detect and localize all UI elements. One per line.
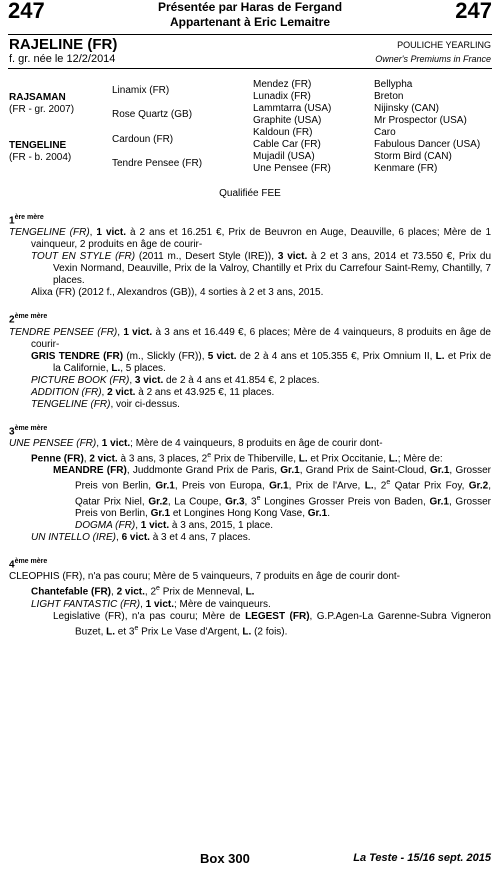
title-rule	[8, 68, 492, 69]
pedigree-g2: Tendre Pensee (FR)	[112, 158, 203, 169]
presented-by: Présentée par Haras de Fergand	[157, 0, 343, 14]
lot-number-left: 247	[8, 0, 45, 23]
pedigree-g3: Lammtarra (USA)	[253, 103, 332, 114]
mother-1-heading: $1^{ère mère}$	[9, 214, 44, 227]
family-entry: LIGHT FANTASTIC (FR), 1 vict.; Mère de vainqueurs.	[31, 598, 271, 610]
maternal-family	[9, 200, 491, 638]
pedigree-g3: Lunadix (FR)	[253, 91, 311, 102]
premium-scheme: Owner's Premiums in France	[375, 54, 491, 64]
family-entry: PICTURE BOOK (FR), 3 vict. de 2 à 4 ans et 41.854 €, 2 places.	[31, 374, 320, 386]
family-entry: TENGELINE (FR), 1 vict. à 2 ans et 16.251 €, Prix de Beuvron en Auge, Deauville, 6 places; Mère de 1 vainqueur, 2 produits en âge de courir-	[9, 227, 492, 251]
dam-info: (FR - b. 2004)	[9, 152, 72, 163]
horse-birth: f. gr. née le 12/2/2014	[9, 53, 116, 65]
family-entry: Penne (FR), 2 vict. à 3 ans, 3 places, 2e Prix de Thiberville, L. et Prix Occitanie, L.; Mère de:	[31, 451, 443, 465]
family-entry: DOGMA (FR), 1 vict. à 3 ans, 2015, 1 place.	[75, 519, 274, 531]
family-entry: UNE PENSEE (FR), 1 vict.; Mère de 4 vainqueurs, 8 produits en âge de courir dont-	[9, 437, 383, 449]
lot-number-right: 247	[455, 0, 492, 23]
family-entry: TENGELINE (FR), voir ci-dessus.	[31, 398, 180, 410]
horse-category: POULICHE YEARLING	[397, 40, 491, 50]
box-number: Box 300	[200, 851, 250, 866]
mother-3-heading: $3^{ème mère}$	[9, 424, 48, 437]
pedigree-g4: Kenmare (FR)	[374, 163, 438, 174]
family-entry: Alixa (FR) (2012 f., Alexandros (GB)), 4 sorties à 2 et 3 ans, 2015.	[31, 287, 324, 299]
pedigree-g2: Linamix (FR)	[112, 85, 170, 96]
sire-info: (FR - gr. 2007)	[9, 104, 75, 115]
owned-by: Appartenant à Eric Lemaitre	[169, 15, 331, 29]
family-entry: TOUT EN STYLE (FR) (2011 m., Desert Style (IRE)), 3 vict. à 2 et 3 ans, 2014 et 73.550 €, Prix du Vexin Normand, Deauville, Prix de la Valroy, Chantilly et Prix du Carrefour Saint-Remy, Chantilly, 7 places.	[31, 251, 492, 287]
pedigree-g2: Cardoun (FR)	[112, 134, 174, 145]
pedigree-g4: Caro	[374, 127, 396, 138]
pedigree-g3: Kaldoun (FR)	[253, 127, 313, 138]
family-entry: CLEOPHIS (FR), n'a pas couru; Mère de 5 vainqueurs, 7 produits en âge de courir dont-	[9, 571, 400, 583]
mother-4-heading: $4^{ème mère}$	[9, 557, 48, 571]
pedigree-g4: Breton	[374, 91, 404, 102]
header-rule	[8, 34, 492, 35]
pedigree-g4: Storm Bird (CAN)	[374, 151, 452, 162]
pedigree-g3: Une Pensee (FR)	[253, 163, 331, 174]
sale-info: La Teste - 15/16 sept. 2015	[353, 852, 491, 864]
pedigree-g3: Graphite (USA)	[253, 115, 322, 126]
family-entry: Chantefable (FR), 2 vict., 2e Prix de Menneval, L.	[31, 585, 255, 598]
mother-2-heading: $2^{ème mère}$	[9, 313, 48, 326]
family-entry: UN INTELLO (IRE), 6 vict. à 3 et 4 ans, 7 places.	[31, 531, 251, 543]
family-entry: TENDRE PENSEE (FR), 1 vict. à 3 ans et 16.449 €, 6 places; Mère de 4 vainqueurs, 8 produits en âge de courir-	[9, 326, 491, 350]
pedigree-g3: Cable Car (FR)	[253, 139, 321, 150]
family-entry: MEANDRE (FR), Juddmonte Grand Prix de Paris, Gr.1, Grand Prix de Saint-Cloud, Gr.1, Grosser Preis von Berlin, Gr.1, Preis von Europa, Gr.1, Prix de l'Arve, L., 2e Qatar Prix Foy, Gr.2, Qatar Prix Niel, Gr.2, La Coupe, Gr.3, 3e Longines Grosser Preis von Baden, Gr.1, Grosser Preis von Berlin, Gr.1 et Longines Hong Kong Vase, Gr.1.	[53, 465, 492, 519]
qualification: Qualifiée FEE	[219, 188, 281, 199]
family-entry: ADDITION (FR), 2 vict. à 2 ans et 43.925 €, 11 places.	[31, 386, 275, 398]
sire-name: RAJSAMAN	[9, 92, 66, 103]
family-entry: Legislative (FR), n'a pas couru; Mère de LEGEST (FR), G.P.Agen-La Garenne-Subra Vigneron Buzet, L. et 3e Prix Le Vase d'Argent, L. (2 fois).	[53, 610, 491, 637]
pedigree-g3: Mujadil (USA)	[253, 151, 315, 162]
pedigree-g4: Fabulous Dancer (USA)	[374, 139, 481, 150]
pedigree-g4: Mr Prospector (USA)	[374, 115, 467, 126]
family-entry: GRIS TENDRE (FR) (m., Slickly (FR)), 5 vict. de 2 à 4 ans et 105.355 €, Prix Omnium II, L. et Prix de la Californie, L., 5 places.	[31, 350, 492, 374]
pedigree-g4: Bellypha	[374, 79, 413, 90]
pedigree-g3: Mendez (FR)	[253, 79, 312, 90]
horse-name: RAJELINE (FR)	[9, 36, 118, 53]
pedigree-g2: Rose Quartz (GB)	[112, 109, 193, 120]
dam-name: TENGELINE	[9, 140, 67, 151]
pedigree-g4: Nijinsky (CAN)	[374, 103, 439, 114]
